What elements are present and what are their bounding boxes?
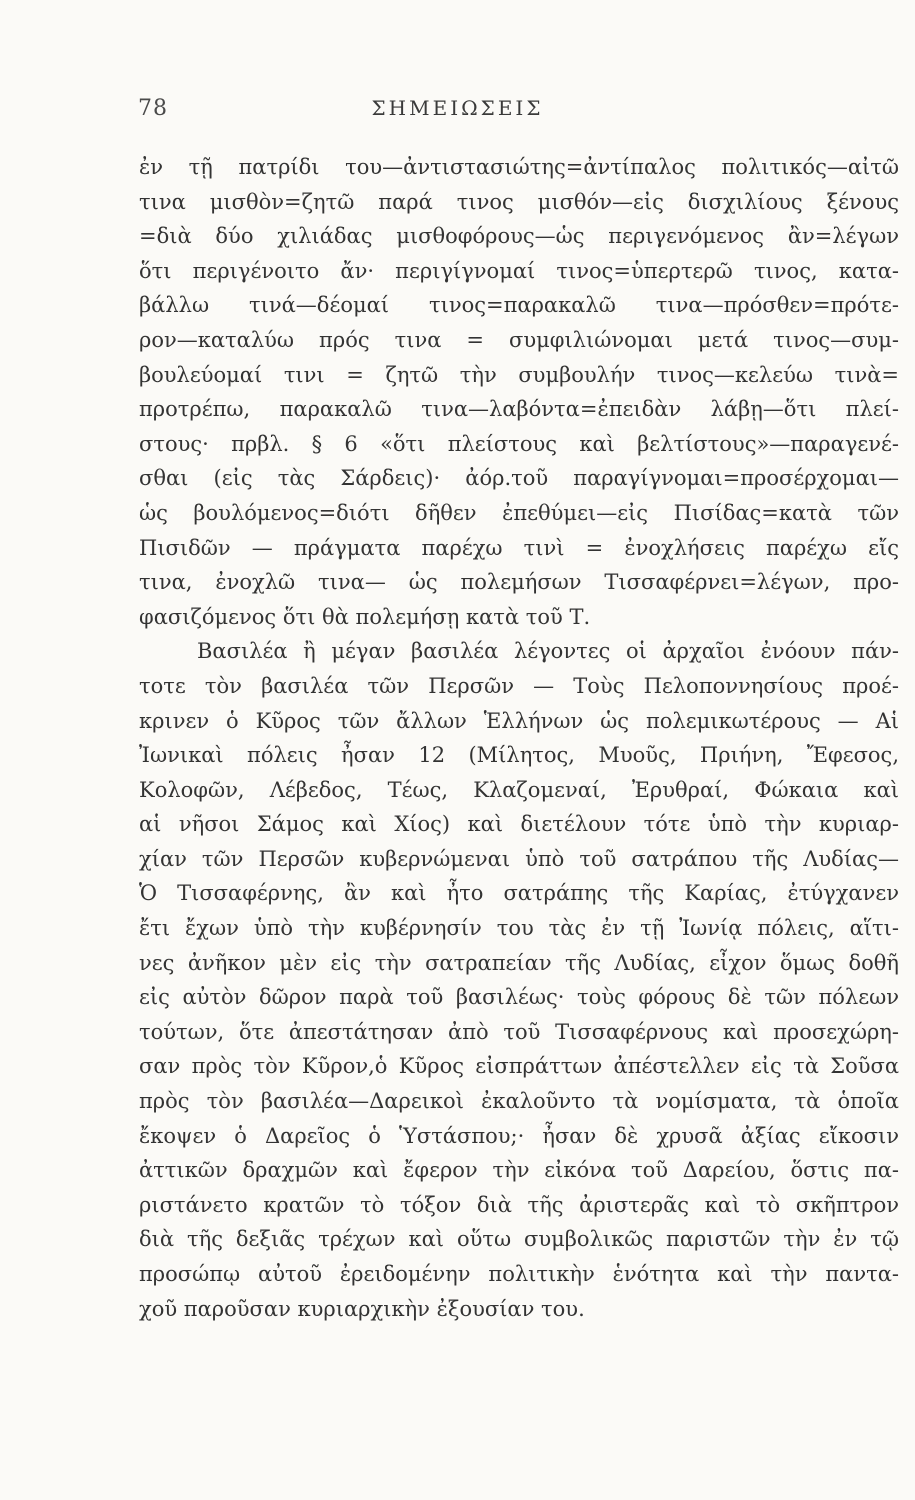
text-line: φασιζόμενος ὅτι θὰ πολεμήσῃ κατὰ τοῦ Τ.	[139, 604, 591, 629]
page-header	[0, 96, 915, 132]
text-line: Ὁ Τισσαφέρνης, ἂν καὶ ἦτο σατράπης τῆς Καρίας, ἐτύγχανεν	[139, 881, 899, 906]
text-line: σαν πρὸς τὸν Κῦρον,ὁ Κῦρος εἰσπράττων ἀπέστελλεν εἰς τὰ Σοῦσα	[139, 1054, 899, 1079]
text-line: σθαι (εἰς τὰς Σάρδεις)· ἀόρ.τοῦ παραγίγνομαι=προσέρχομαι—	[139, 466, 899, 491]
text-line: χοῦ παροῦσαν κυριαρχικὴν ἐξουσίαν του.	[139, 1296, 585, 1321]
notes-text	[139, 150, 899, 1326]
running-head: ΣΗΜΕΙΩΣΕΙΣ	[371, 96, 544, 120]
text-line: νες ἀνῆκον μὲν εἰς τὴν σατραπείαν τῆς Λυδίας, εἶχον ὅμως δοθῆ	[139, 950, 899, 975]
text-line: τινα μισθὸν=ζητῶ παρά τινος μισθόν—εἰς δισχιλίους ξένους	[139, 189, 899, 214]
text-line: ἀττικῶν δραχμῶν καὶ ἔφερον τὴν εἰκόνα τοῦ Δαρείου, ὅστις πα-	[139, 1158, 899, 1183]
text-line: τινα, ἐνοχλῶ τινα— ὡς πολεμήσων Τισσαφέρνει=λέγων, προ-	[139, 570, 899, 595]
text-line: ρον—καταλύω πρός τινα = συμφιλιώνομαι μετά τινος—συμ-	[139, 327, 899, 352]
text-line: στους· πρβλ. § 6 «ὅτι πλείστους καὶ βελτίστους»—παραγενέ-	[139, 431, 899, 456]
text-line: ριστάνετο κρατῶν τὸ τόξον διὰ τῆς ἀριστερᾶς καὶ τὸ σκῆπτρον	[139, 1192, 899, 1217]
text-line: τούτων, ὅτε ἀπεστάτησαν ἀπὸ τοῦ Τισσαφέρνους καὶ προσεχώρη-	[139, 1019, 899, 1044]
text-line: πρὸς τὸν βασιλέα—Δαρεικοὶ ἐκαλοῦντο τὰ νομίσματα, τὰ ὁποῖα	[139, 1089, 899, 1114]
text-line: ὅτι περιγένοιτο ἄν· περιγίγνομαί τινος=ὑπερτερῶ τινος, κατα-	[139, 258, 899, 283]
text-line: ὡς βουλόμενος=διότι δῆθεν ἐπεθύμει—εἰς Πισίδας=κατὰ τῶν	[139, 500, 899, 525]
text-line: διὰ τῆς δεξιᾶς τρέχων καὶ οὕτω συμβολικῶς παριστῶν τὴν ἐν τῷ	[139, 1227, 899, 1252]
text-line: προτρέπω, παρακαλῶ τινα—λαβόντα=ἐπειδὰν λάβῃ—ὅτι πλεί-	[139, 397, 899, 422]
text-line: =διὰ δύο χιλιάδας μισθοφόρους—ὡς περιγενόμενος ἂν=λέγων	[139, 224, 899, 249]
text-line: βουλεύομαί τινι = ζητῶ τὴν συμβουλήν τινος—κελεύω τινὰ=	[139, 362, 899, 387]
text-line: Πισιδῶν — πράγματα παρέχω τινὶ = ἐνοχλήσεις παρέχω εἴς	[139, 535, 899, 560]
text-line: Ἰωνικαὶ πόλεις ἦσαν 12 (Μίλητος, Μυοῦς, Πριήνη, Ἔφεσος,	[139, 743, 899, 768]
page-number: 78	[138, 96, 168, 121]
text-line: εἰς αὐτὸν δῶρον παρὰ τοῦ βασιλέως· τοὺς φόρους δὲ τῶν πόλεων	[139, 985, 899, 1010]
text-line: αἱ νῆσοι Σάμος καὶ Χίος) καὶ διετέλουν τότε ὑπὸ τὴν κυριαρ-	[139, 812, 899, 837]
text-line: ἐν τῇ πατρίδι του—ἀντιστασιώτης=ἀντίπαλος πολιτικός—αἰτῶ	[139, 155, 899, 179]
text-line: Κολοφῶν, Λέβεδος, Τέως, Κλαζομεναί, Ἐρυθραί, Φώκαια καὶ	[139, 777, 899, 802]
text-line: προσώπῳ αὐτοῦ ἐρειδομένην πολιτικὴν ἑνότητα καὶ τὴν παντα-	[139, 1262, 899, 1286]
text-line: ἔκοψεν ὁ Δαρεῖος ὁ Ὑστάσπου;· ἦσαν δὲ χρυσᾶ ἀξίας εἴκοσιν	[139, 1123, 899, 1148]
text-line: κρινεν ὁ Κῦρος τῶν ἄλλων Ἑλλήνων ὡς πολεμικωτέρους — Αἱ	[139, 708, 899, 733]
text-line: ἔτι ἔχων ὑπὸ τὴν κυβέρνησίν του τὰς ἐν τῇ Ἰωνίᾳ πόλεις, αἵτι-	[139, 916, 899, 941]
text-line: χίαν τῶν Περσῶν κυβερνώμεναι ὑπὸ τοῦ σατράπου τῆς Λυδίας—	[139, 846, 899, 871]
text-line: βάλλω τινά—δέομαί τινος=παρακαλῶ τινα—πρόσθεν=πρότε-	[139, 293, 899, 318]
text-line: Βασιλέα ἢ μέγαν βασιλέα λέγοντες οἱ ἀρχαῖοι ἐνόουν πάν-	[197, 639, 899, 664]
text-line: τοτε τὸν βασιλέα τῶν Περσῶν — Τοὺς Πελοποννησίους προέ-	[139, 673, 899, 698]
